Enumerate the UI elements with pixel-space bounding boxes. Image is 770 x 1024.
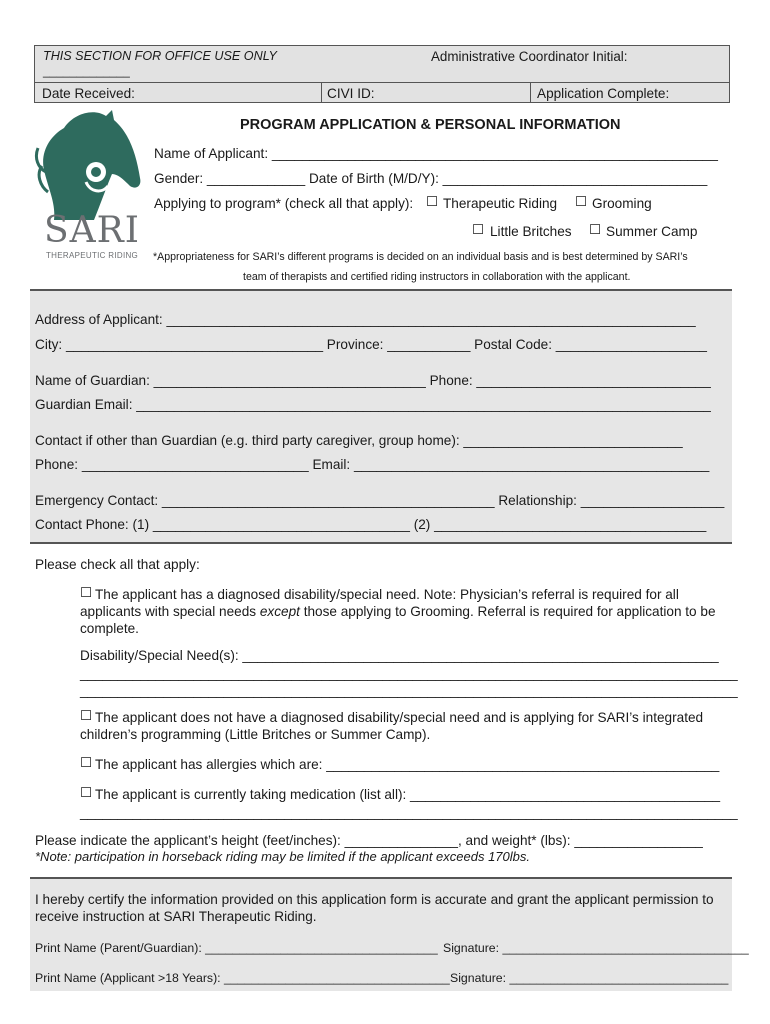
program-therapeutic-riding: Therapeutic Riding: [443, 196, 558, 211]
checkbox-therapeutic-riding[interactable]: ☐: [426, 194, 439, 209]
program-little-britches: Little Britches: [490, 224, 572, 239]
checkbox-allergies[interactable]: ☐: [80, 755, 93, 770]
appropriateness-note-1: *Appropriateness for SARI’s different programs is decided on an individual basis and is best determined by SARI’s: [153, 251, 688, 263]
disability-text-1: The applicant has a diagnosed disability/special need. Note: Physician’s referral is required for all: [95, 587, 679, 602]
guardian-field[interactable]: Name of Guardian: ____________________________________ Phone: _______________________________: [35, 373, 711, 388]
checkbox-little-britches[interactable]: ☐: [472, 222, 485, 237]
no-disability-text-1: The applicant does not have a diagnosed disability/special need and is applying for SARI’s integrated: [95, 710, 704, 725]
contact-phone-email-field[interactable]: Phone: ______________________________ Email: _______________________________________________: [35, 457, 710, 472]
section-divider-2: [30, 542, 732, 544]
weight-note: *Note: participation in horseback riding may be limited if the applicant exceeds 170lbs.: [35, 849, 530, 864]
height-weight-field[interactable]: Please indicate the applicant’s height (feet/inches): _______________, and weight* (lbs): _________________: [35, 833, 703, 848]
emergency-phone-field[interactable]: Contact Phone: (1) __________________________________ (2) ____________________________________: [35, 517, 707, 532]
print-name-applicant-field[interactable]: Print Name (Applicant >18 Years): _________________________________: [35, 971, 450, 985]
office-use-box: [34, 45, 730, 103]
sari-logo: [34, 108, 144, 268]
horse-head-logo-icon: [34, 108, 144, 223]
disability-text-3: complete.: [80, 621, 139, 636]
other-contact-field[interactable]: Contact if other than Guardian (e.g. third party caregiver, group home): _____________________________: [35, 433, 683, 448]
checkbox-disability[interactable]: ☐: [80, 585, 93, 600]
print-name-guardian-field[interactable]: Print Name (Parent/Guardian): __________________________________: [35, 941, 438, 955]
emergency-contact-field[interactable]: Emergency Contact: ____________________________________________ Relationship: ___________________: [35, 493, 725, 508]
disability-text-2: applicants with special needs except those applying to Grooming. Referral is required for application to be: [80, 604, 716, 619]
city-province-postal-field[interactable]: City: __________________________________ Province: ___________ Postal Code: ____________________: [35, 337, 707, 352]
address-field[interactable]: Address of Applicant: ______________________________________________________________________: [35, 312, 696, 327]
coordinator-initial-label: Administrative Coordinator Initial:: [431, 49, 628, 64]
logo-tagline: THERAPEUTIC RIDING: [46, 251, 139, 260]
certify-text-1: I hereby certify the information provided on this application form is accurate and grant the applicant permission to: [35, 892, 714, 907]
office-divider-2: [530, 82, 531, 102]
applicant-name-field[interactable]: Name of Applicant: ___________________________________________________________: [154, 146, 718, 161]
medication-blank[interactable]: _______________________________________________________________________________________: [80, 805, 738, 820]
civi-id-field[interactable]: CIVI ID:: [327, 86, 375, 101]
program-summer-camp: Summer Camp: [606, 224, 698, 239]
checkbox-medication[interactable]: ☐: [80, 785, 93, 800]
allergies-field[interactable]: The applicant has allergies which are: ____________________________________________________: [95, 757, 720, 772]
disability-need-field[interactable]: Disability/Special Need(s): _______________________________________________________________: [80, 648, 719, 663]
application-complete-field[interactable]: Application Complete:: [537, 86, 670, 101]
checkbox-summer-camp[interactable]: ☐: [589, 222, 602, 237]
medication-field[interactable]: The applicant is currently taking medication (list all): _________________________________________: [95, 787, 721, 802]
appropriateness-note-2: team of therapists and certified riding instructors in collaboration with the applicant.: [243, 271, 631, 283]
check-intro: Please check all that apply:: [35, 557, 200, 572]
logo-wordmark: SARI: [44, 210, 140, 251]
checkbox-no-disability[interactable]: ☐: [80, 708, 93, 723]
date-received-field[interactable]: Date Received:: [42, 86, 135, 101]
certify-text-2: receive instruction at SARI Therapeutic Riding.: [35, 909, 317, 924]
office-divider-1: [321, 82, 322, 102]
no-disability-text-2: children’s programming (Little Britches or Summer Camp).: [80, 727, 431, 742]
signature-guardian-field[interactable]: Signature: ____________________________________: [443, 941, 749, 955]
office-section-label: THIS SECTION FOR OFFICE USE ONLY: [43, 49, 277, 63]
disability-blank-2[interactable]: _______________________________________________________________________________________: [80, 683, 738, 698]
office-initial-blank: _____________: [43, 64, 130, 78]
checkbox-grooming[interactable]: ☐: [575, 194, 588, 209]
program-grooming: Grooming: [592, 196, 652, 211]
guardian-email-field[interactable]: Guardian Email: ____________________________________________________________________________: [35, 397, 711, 412]
signature-applicant-field[interactable]: Signature: ________________________________: [450, 971, 729, 985]
disability-blank-1[interactable]: _______________________________________________________________________________________: [80, 666, 738, 681]
applying-label: Applying to program* (check all that apply):: [154, 196, 414, 211]
gender-dob-field[interactable]: Gender: _____________ Date of Birth (M/D/Y): ___________________________________: [154, 171, 708, 186]
page-title: PROGRAM APPLICATION & PERSONAL INFORMATION: [240, 117, 621, 133]
